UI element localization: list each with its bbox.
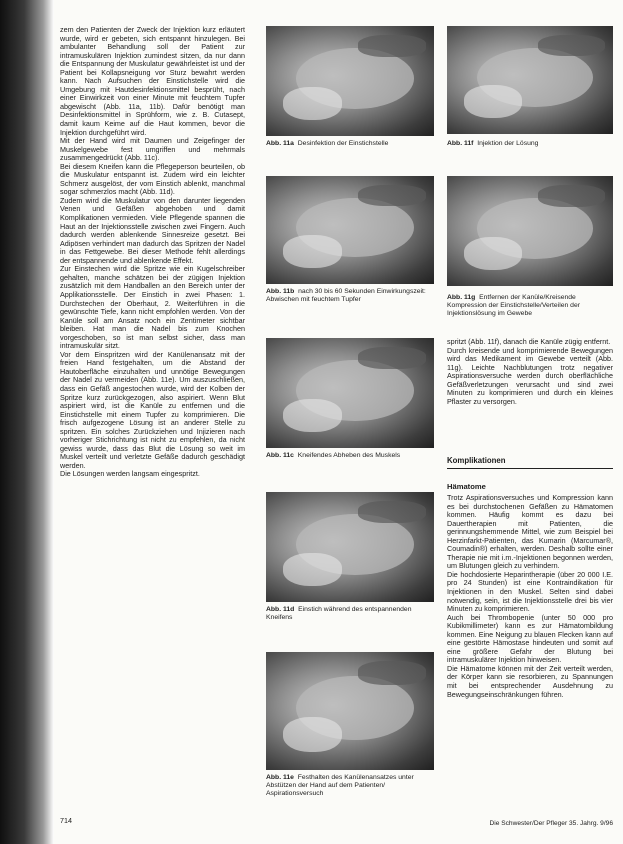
photo-aspiration [266, 652, 434, 770]
right-paragraph: spritzt (Abb. 11f), danach die Kanüle zügig entfernt. [447, 337, 611, 346]
left-paragraph: Mit der Hand wird mit Daumen und Zeigefinger der Muskelgewebe fest umgriffen und mehrmals zusammengedrückt (Abb. 11c). [60, 136, 245, 163]
right-text-column-top [447, 338, 613, 406]
figure-caption-11c: Abb. 11c Kneifendes Abheben des Muskels [266, 452, 401, 459]
figure-caption-11d: Abb. 11d Einstich während des entspannenden Kneifens [266, 606, 412, 621]
left-paragraph: Vor dem Einspritzen wird der Kanülenansatz mit der freien Hand festgehalten, um die Abstand der Hautoberfläche einzuhalten und unnötige Bewegungen der Nadel zu vermeiden (Abb. 11e). Um auszuschließen, dass ein Gefäß angestochen wurde, wird der Kolben der Spritze kurz zurückgezogen, also aspiriert. Wenn Blut aspiriert wird, ist die Kanüle zu entfernen und die Einstichstelle mit einem Tupfer zu komprimieren. Die frisch aufgezogene Lösung ist an anderer Stelle zu spritzen. Ein solches Zurückziehen und Injizieren nach vorheriger Stichrichtung ist nicht zu empfehlen, da nicht gewiss wurde, dass das Blut die Lösung so weit im Muskel verteilt und verletzte Gefäße dadurch geschädigt werden. [60, 349, 245, 470]
section-heading-complications: Komplikationen [447, 456, 613, 469]
right-paragraph: Auch bei Thrombopenie (unter 50 000 pro Kubikmillimeter) kann es zur Hämatombildung kommen. Eine Neigung zu blauen Flecken kann auf eine gestörte Hämostase hindeuten und somit auf eine größere Gefahr der Blutung bei intramuskulärer Injektion hinweisen. [447, 612, 613, 665]
right-text-column-bottom [447, 494, 613, 699]
left-paragraph: Zudem wird die Muskulatur von den darunter liegenden Venen und Gefäßen abgehoben und damit Komplikationen vermieden. Viele Pflegende spannen die Haut an der Injektionsstelle zwischen zwei Fingern. Auch dadurch werden ablenkende Sinnesreize gesetzt. Bei Adipösen verhindert man dadurch das Spritzen der Nadel in das Fettgewebe. Bei dieser Methode fehlt allerdings der entspannende und ablenkende Effekt. [60, 195, 245, 265]
left-text-column [60, 26, 245, 479]
figure-caption-11b: Abb. 11b nach 30 bis 60 Sekunden Einwirkungszeit: Abwischen mit feuchtem Tupfer [266, 288, 426, 303]
figure-caption-11f: Abb. 11f Injektion der Lösung [447, 140, 539, 147]
right-paragraph: Die Hämatome können mit der Zeit verteilt werden, der Körper kann sie resorbieren, zu Spannungen mit bei entsprechender Ausdehnung zu Bewegungseinschränkungen führen. [447, 663, 613, 699]
right-paragraph: Durch kreisende und komprimierende Bewegungen wird das Medikament im Gewebe verteilt (Abb. 11g). Leichte Nachblutungen trotz negativer Aspirationsversuche werden durch oberflächliche Gefäßverletzungen verursacht und sind zwei Minuten zu komprimieren und durch ein kleines Pflaster zu versorgen. [447, 345, 613, 406]
left-paragraph: Bei diesem Kneifen kann die Pflegeperson beurteilen, ob die Muskulatur entspannt ist. Zudem wird ein leichter Schmerz ausgelöst, der vom Einstich ablenkt, manchmal sogar schmerzlos macht (Abb. 11d). [60, 161, 245, 197]
subsection-heading-hematomas: Hämatome [447, 482, 486, 491]
left-paragraph: Zur Einstechen wird die Spritze wie ein Kugelschreiber gehalten, manche schätzen bei der zügigen Injektion zusätzlich mit dem Handballen an den Bereich unter der Applikationsstelle. Der Einstich in zwei Phasen: 1. Durchstechen der Oberhaut, 2. Weiterführen in die gewünschte Tiefe, kann nicht empfohlen werden. Von der Kanüle soll am Ansatz noch ein Zentimeter sichtbar bleiben. Hat man die Nadel bis zum Knochen vorgeschoben, so ist man selbst sicher, dass man intramuskulär sitzt. [60, 264, 245, 351]
right-paragraph: Trotz Aspirationsversuches und Kompression kann es bei durchstochenen Gefäßen zu Hämatomen kommen. Häufig kommt es dazu bei Dauertherapien mit Patienten, die gerinnungshemmende Mittel, wie zum Beispiel bei Herzinfarkt-Patienten, das Kumarin (Marcumar®, Coumadin®) erhalten, werden. Deshalb sollte einer Therapie nie mit i.m.-Injektionen begonnen werden, um Blutungen gleich zu verhindern. [447, 493, 613, 571]
left-paragraph: zem den Patienten der Zweck der Injektion kurz erläutert wurde, wird er gebeten, sich entspannt hinzulegen. Bei ambulanter Behandlung soll der Patient zur intramuskulären Injektion zumindest sitzen, da nur dann die Entspannung der Muskulatur gewährleistet ist und der Patient bei Kollapsneigung vor Sturz bewahrt werden kann. Nach Aufsuchen der Einstichstelle wird die Umgebung mit Hautdesinfektionsmittel besprüht, nach einer Einwirkzeit von einer Minute mit feuchtem Tupfer abgewischt (Abb. 11a, 11b). Dafür benötigt man Desinfektionsmittel in Sprühform, wie z. B. Cutasept, damit kaum Keime auf die Haut kommen, bevor die Injektion durchgeführt wird. [60, 25, 245, 137]
photo-compression [447, 176, 613, 286]
photo-desinfection [266, 26, 434, 136]
photo-injection-point [266, 492, 434, 602]
figure-caption-11a: Abb. 11a Desinfektion der Einstichstelle [266, 140, 389, 147]
right-paragraph: Die hochdosierte Heparintherapie (über 20 000 I.E. pro 24 Stunden) ist eine Kontraindikation für Injektionen in den Muskel. Selten sind dabei notwendig, sein, ist die Injektionsstelle drei bis vier Minuten zu komprimieren. [447, 569, 613, 614]
figure-caption-11e: Abb. 11e Festhalten des Kanülenansatzes unter Abstützen der Hand auf dem Patienten/ Aspirationsversuch [266, 774, 414, 797]
left-paragraph: Die Lösungen werden langsam eingespritzt. [60, 469, 200, 479]
photo-pinching [266, 338, 434, 448]
journal-footer: Die Schwester/Der Pfleger 35. Jahrg. 9/96 [489, 820, 613, 827]
page-number: 714 [60, 816, 72, 825]
photo-wiping [266, 176, 434, 284]
scan-binding-shadow [0, 0, 54, 844]
figure-caption-11g: Abb. 11g Entfernen der Kanüle/Kreisende Kompression der Einstichstelle/Verteilen der Injektionslösung im Gewebe [447, 294, 580, 317]
photo-injection-solution [447, 26, 613, 134]
